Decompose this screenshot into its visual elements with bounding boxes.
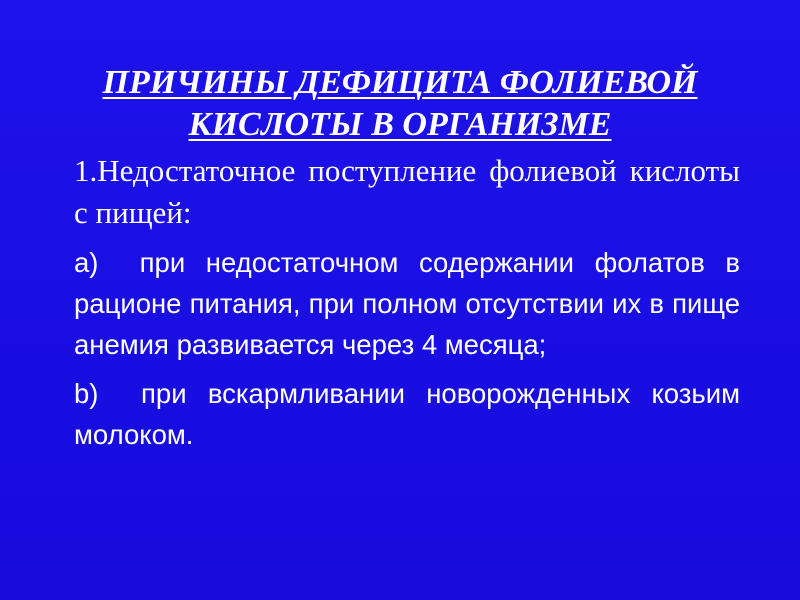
list-marker: 1. bbox=[74, 153, 98, 188]
list-marker: b) bbox=[74, 378, 142, 409]
list-item-text: Недостаточное поступление фолиевой кислоты с пищей: bbox=[74, 153, 740, 230]
list-item-text: при вскармливании новорожденных козьим молоком. bbox=[74, 378, 740, 450]
list-marker: a) bbox=[74, 247, 140, 278]
slide-body bbox=[74, 150, 740, 455]
slide-title bbox=[60, 62, 740, 146]
list-item-1 bbox=[74, 150, 740, 234]
title-line-2: КИСЛОТЫ В ОРГАНИЗМЕ bbox=[188, 106, 612, 143]
list-item-text: при недостаточном содержании фолатов в рационе питания, при полном отсутствии их в пище анемия развивается через 4 месяца; bbox=[74, 247, 741, 360]
list-item-a bbox=[74, 242, 740, 365]
title-line-1: ПРИЧИНЫ ДЕФИЦИТА ФОЛИЕВОЙ bbox=[102, 64, 698, 101]
list-item-b bbox=[74, 373, 740, 455]
